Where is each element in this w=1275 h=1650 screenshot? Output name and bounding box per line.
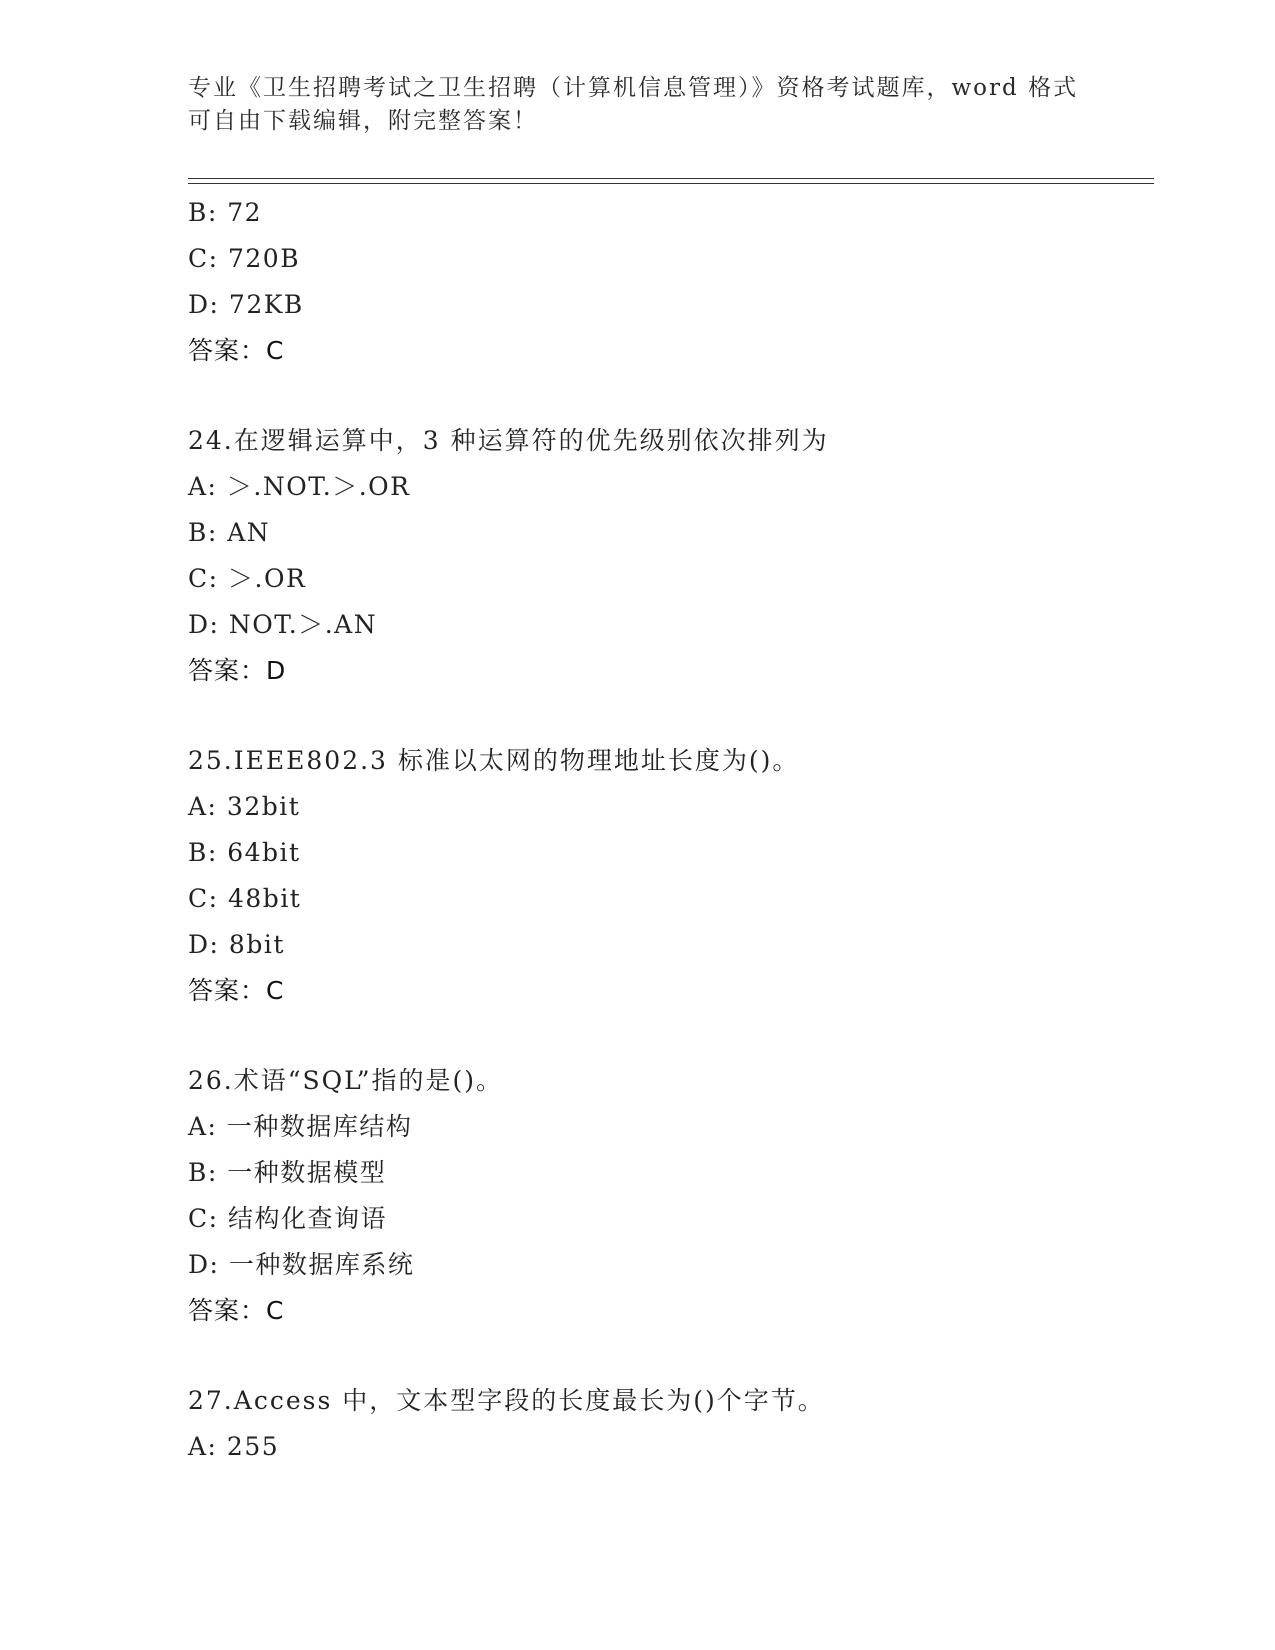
- question-list: [188, 190, 1148, 1470]
- document-header: [188, 72, 1088, 138]
- question-23-tail: [188, 190, 1148, 374]
- header-line-1: 专业《卫生招聘考试之卫生招聘（计算机信息管理）》资格考试题库，word 格式: [188, 75, 1079, 101]
- question-26: [188, 1058, 1148, 1334]
- option-b: B: AN: [188, 518, 271, 547]
- question-27: [188, 1378, 1148, 1470]
- option-a: A: 32bit: [188, 792, 301, 821]
- answer-line: 答案：C: [188, 1296, 285, 1325]
- option-a: A: 一种数据库结构: [188, 1112, 413, 1141]
- option-d: D: 8bit: [188, 930, 285, 959]
- question-text: 26.术语“SQL”指的是()。: [188, 1066, 504, 1095]
- option-c: C: 48bit: [188, 884, 302, 913]
- header-line-2: 可自由下载编辑，附完整答案！: [188, 108, 538, 134]
- question-text: 25.IEEE802.3 标准以太网的物理地址长度为()。: [188, 746, 800, 775]
- question-25: [188, 738, 1148, 1014]
- spacer: [188, 694, 1148, 738]
- option-a: A: 255: [188, 1432, 280, 1461]
- answer-line: 答案：C: [188, 336, 285, 365]
- question-24: [188, 418, 1148, 694]
- option-c: C: 720B: [188, 244, 301, 273]
- option-d: D: NOT.＞.AN: [188, 610, 378, 639]
- option-c: C: ＞.OR: [188, 564, 307, 593]
- spacer: [188, 1334, 1148, 1378]
- option-d: D: 72KB: [188, 290, 304, 319]
- answer-line: 答案：C: [188, 976, 285, 1005]
- option-c: C: 结构化查询语: [188, 1204, 387, 1233]
- question-text: 27.Access 中，文本型字段的长度最长为()个字节。: [188, 1386, 825, 1415]
- question-text: 24.在逻辑运算中，3 种运算符的优先级别依次排列为: [188, 426, 829, 455]
- header-divider-top: [188, 178, 1154, 179]
- option-b: B: 64bit: [188, 838, 301, 867]
- spacer: [188, 1014, 1148, 1058]
- spacer: [188, 374, 1148, 418]
- option-b: B: 一种数据模型: [188, 1158, 387, 1187]
- option-a: A: ＞.NOT.＞.OR: [188, 472, 411, 501]
- answer-line: 答案：D: [188, 656, 287, 685]
- option-d: D: 一种数据库系统: [188, 1250, 415, 1279]
- option-b: B: 72: [188, 198, 263, 227]
- header-divider-bottom: [188, 183, 1154, 184]
